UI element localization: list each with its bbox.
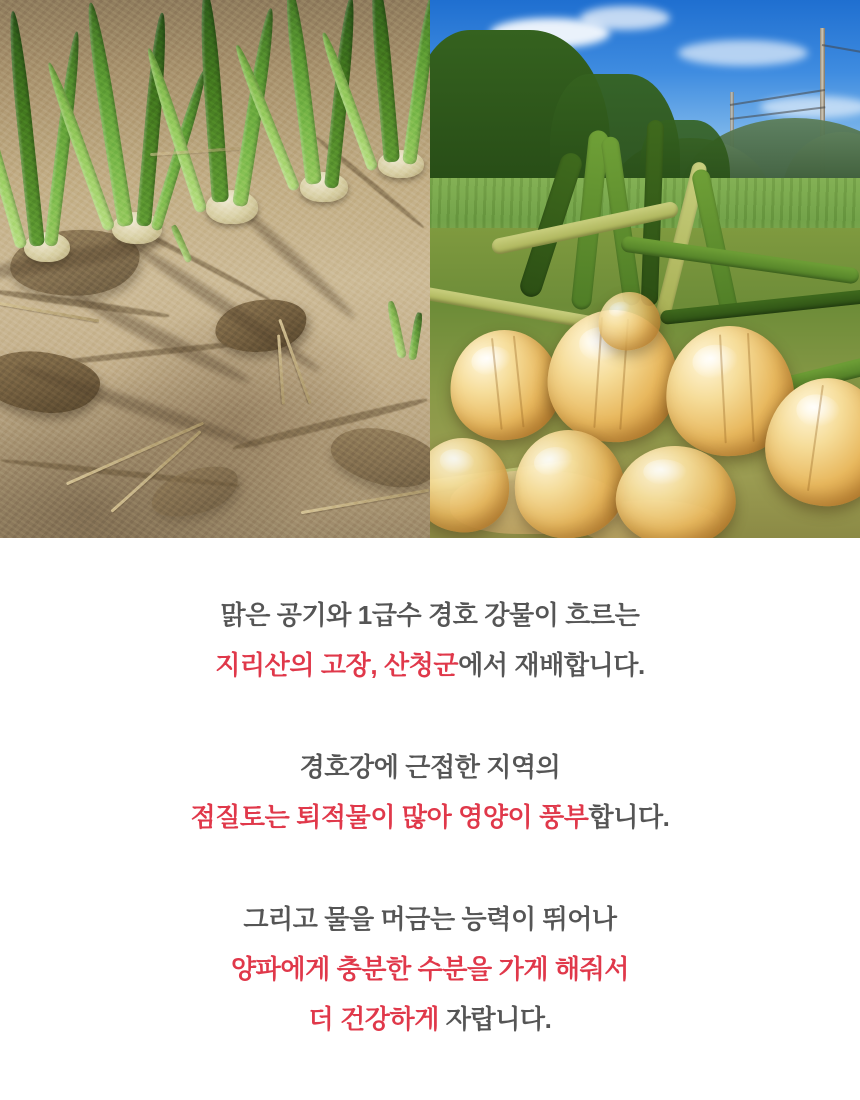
cloud: [580, 6, 670, 30]
text-segment: 합니다.: [588, 802, 670, 832]
text-segment: 맑은 공기와 1급수 경호 강물이 흐르는: [220, 600, 640, 630]
harvested-onions-photo: [430, 0, 860, 538]
paragraph-2: [0, 742, 860, 842]
paragraph-1: [0, 590, 860, 690]
text-segment: 경호강에 근접한 지역의: [299, 752, 561, 782]
onion-field-sprouts-photo: [0, 0, 430, 538]
text-line: [0, 742, 860, 792]
text-segment: 자랍니다.: [438, 1004, 552, 1034]
photo-band: [0, 0, 860, 538]
onion-highlight: [692, 344, 740, 380]
onion-highlight: [470, 345, 512, 378]
onion-skin-line: [747, 333, 754, 442]
onion-skin-line: [513, 335, 524, 427]
text-line: [0, 994, 860, 1044]
description-text-block: [0, 538, 860, 1044]
onion-highlight: [438, 446, 477, 477]
cloud: [678, 40, 808, 66]
text-segment-highlight: 지리산의 고장, 산청군: [215, 650, 459, 680]
text-line: [0, 640, 860, 690]
onion-highlight: [532, 444, 576, 479]
onion-highlight: [643, 458, 687, 486]
text-line: [0, 894, 860, 944]
text-segment-highlight: 점질토는 퇴적물이 많아 영양이 풍부: [190, 802, 589, 832]
onion-highlight: [607, 300, 632, 320]
text-segment-highlight: 양파에게 충분한 수분을 가게 해줘서: [230, 954, 630, 984]
text-segment: 그리고 물을 머금는 능력이 뛰어나: [243, 904, 617, 934]
text-segment-highlight: 더 건강하게: [308, 1004, 439, 1034]
text-line: [0, 792, 860, 842]
cloud: [760, 96, 860, 118]
text-segment: 에서 재배합니다.: [458, 650, 645, 680]
paragraph-3: [0, 894, 860, 1044]
soil-texture: [0, 0, 430, 538]
text-line: [0, 944, 860, 994]
text-line: [0, 590, 860, 640]
